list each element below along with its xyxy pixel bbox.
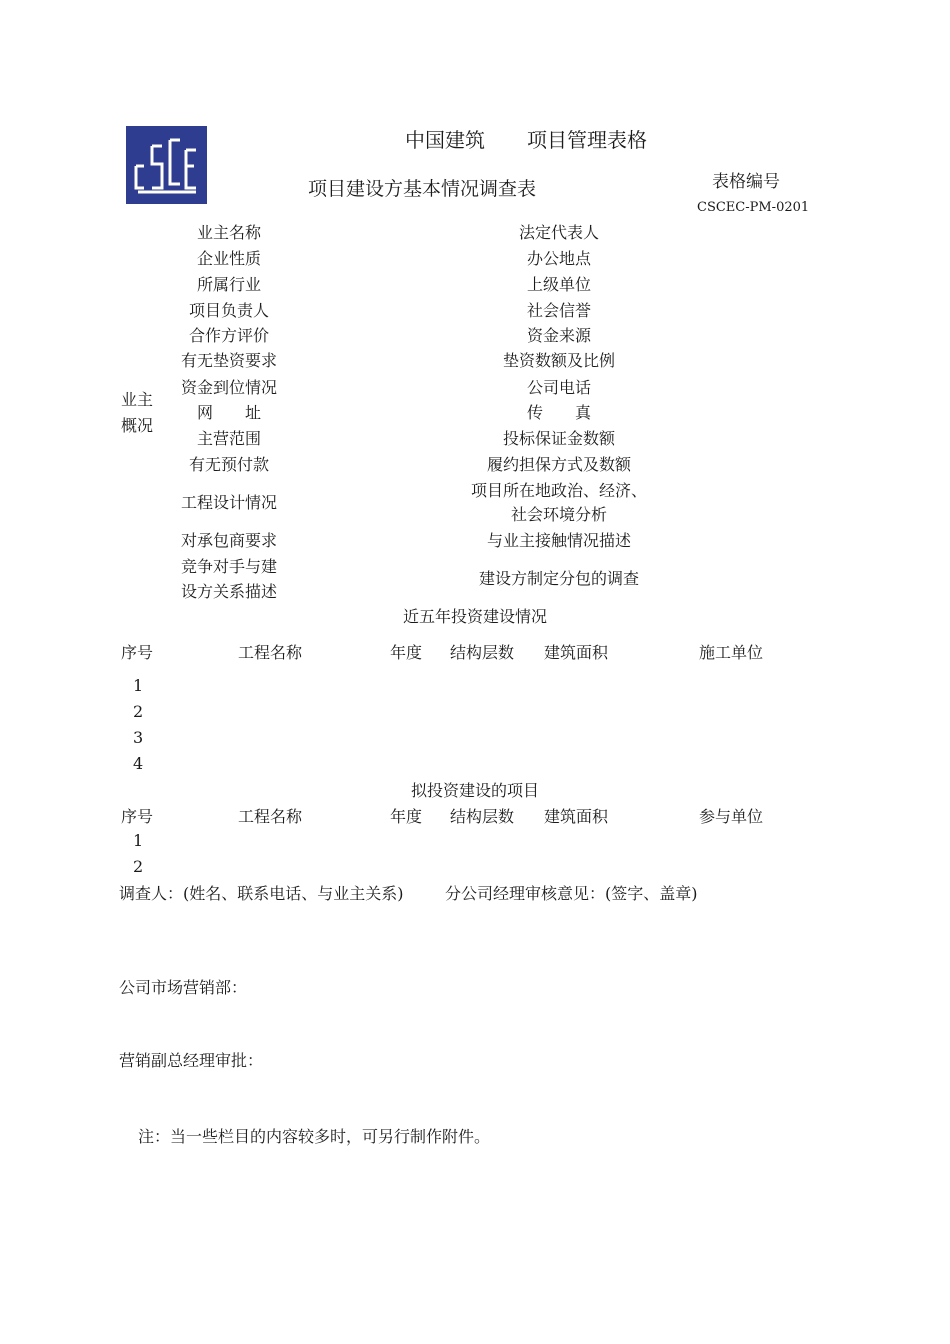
page-title-section: 项目管理表格	[527, 128, 647, 152]
field-competitor-relation-2: 设方关系描述	[180, 582, 278, 601]
form-number: CSCEC-PM-0201	[697, 200, 810, 215]
field-performance-guarantee: 履约担保方式及数额	[486, 455, 632, 474]
past-header-year: 年度	[390, 643, 423, 662]
field-main-business: 主营范围	[196, 429, 262, 448]
field-legal-representative: 法定代表人	[518, 223, 600, 242]
planned-header-project-name: 工程名称	[238, 807, 303, 826]
field-partner-evaluation: 合作方评价	[188, 326, 270, 345]
field-company-phone: 公司电话	[526, 378, 592, 397]
field-fax: 传 真	[526, 403, 592, 422]
field-fund-source: 资金来源	[526, 326, 592, 345]
field-competitor-relation-1: 竞争对手与建	[180, 557, 278, 576]
footnote: 注：当一些栏目的内容较多时，可另行制作附件。	[138, 1127, 491, 1146]
planned-header-index: 序号	[121, 807, 154, 826]
field-advance-amount: 垫资数额及比例	[502, 351, 616, 370]
field-subcontract-survey: 建设方制定分包的调查	[478, 569, 640, 588]
field-owner-contact: 与业主接触情况描述	[486, 531, 632, 550]
field-enterprise-type: 企业性质	[196, 249, 262, 268]
field-owner-name: 业主名称	[196, 223, 262, 242]
past-row-index: 2	[133, 702, 144, 721]
marketing-dept-line: 公司市场营销部：	[119, 978, 248, 997]
planned-investment-title: 拟投资建设的项目	[410, 781, 540, 800]
field-environment-analysis-1: 项目所在地政治、经济、	[470, 481, 648, 500]
field-parent-unit: 上级单位	[526, 275, 592, 294]
past-row-index: 4	[133, 754, 144, 773]
investigator-line: 调查人：(姓名、联系电话、与业主关系)	[119, 884, 404, 903]
past-header-floors: 结构层数	[450, 643, 515, 662]
owner-section-label-2: 概况	[121, 416, 154, 435]
field-industry: 所属行业	[196, 275, 262, 294]
field-environment-analysis-2: 社会环境分析	[510, 505, 608, 524]
vp-approval-line: 营销副总经理审批：	[119, 1051, 264, 1070]
field-website: 网 址	[196, 403, 262, 422]
planned-header-area: 建筑面积	[544, 807, 609, 826]
past-header-area: 建筑面积	[544, 643, 609, 662]
field-funds-status: 资金到位情况	[180, 378, 278, 397]
past-row-index: 1	[133, 676, 144, 695]
form-title: 项目建设方基本情况调查表	[308, 178, 537, 200]
form-number-label: 表格编号	[712, 172, 780, 192]
field-project-leader: 项目负责人	[188, 301, 270, 320]
planned-row-index: 1	[133, 831, 144, 850]
past-header-contractor: 施工单位	[699, 643, 764, 662]
planned-header-participant: 参与单位	[699, 807, 764, 826]
planned-row-index: 2	[133, 857, 144, 876]
cscec-logo-mark	[126, 126, 207, 204]
planned-header-year: 年度	[390, 807, 423, 826]
past-header-project-name: 工程名称	[238, 643, 303, 662]
field-advance-funding: 有无垫资要求	[180, 351, 278, 370]
field-contractor-requirements: 对承包商要求	[180, 531, 278, 550]
field-design-status: 工程设计情况	[180, 493, 278, 512]
owner-section-label-1: 业主	[121, 390, 154, 409]
field-bid-bond: 投标保证金数额	[502, 429, 616, 448]
field-office-location: 办公地点	[526, 249, 592, 268]
page-title-company: 中国建筑	[405, 128, 485, 152]
past-investment-title: 近五年投资建设情况	[402, 607, 548, 626]
branch-manager-line: 分公司经理审核意见：(签字、盖章)	[445, 884, 698, 903]
field-prepayment: 有无预付款	[188, 455, 270, 474]
field-social-reputation: 社会信誉	[526, 301, 592, 320]
past-header-index: 序号	[121, 643, 154, 662]
cscec-logo	[126, 126, 207, 204]
planned-header-floors: 结构层数	[450, 807, 515, 826]
past-row-index: 3	[133, 728, 144, 747]
